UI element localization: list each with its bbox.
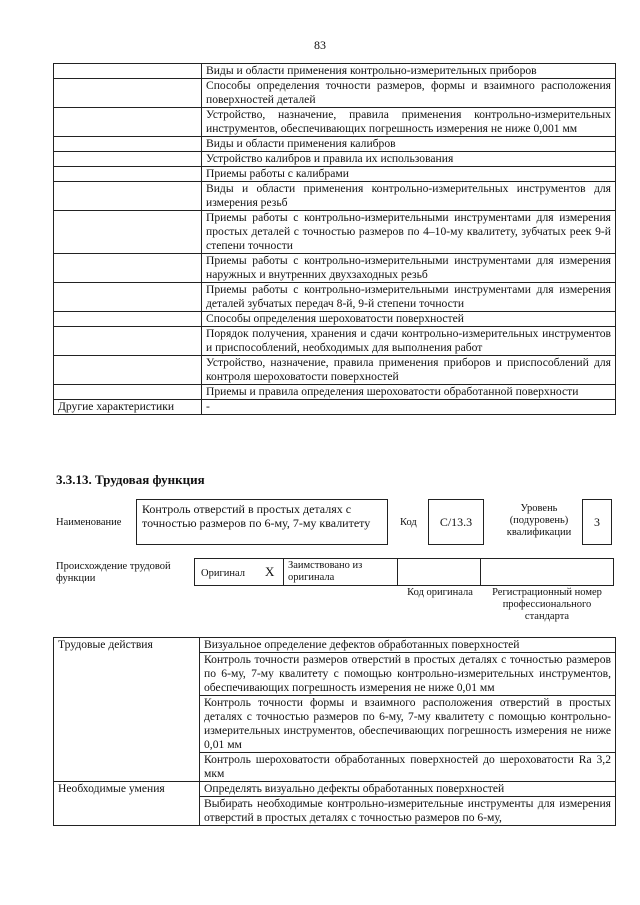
original-label: Оригинал — [201, 568, 245, 579]
table-row — [54, 167, 616, 182]
page-number: 83 — [314, 38, 326, 52]
row-label — [54, 64, 202, 79]
group-label: Трудовые действия — [54, 638, 200, 782]
row-text: Определять визуально дефекты обработанных поверхностей — [200, 782, 616, 797]
reg-number-label: Регистрационный номер профессионального стандарта — [492, 587, 602, 622]
original-cell — [194, 558, 284, 586]
row-text: Приемы и правила определения шероховатости обработанной поверхности — [202, 385, 616, 400]
row-text: Контроль точности размеров отверстий в простых деталях с точностью размеров по 6-му, 7-му квалитету с помощью контрольно-измерительных инструментов, обеспечивающих погрешность измерения не ниже 0,01 мм — [200, 653, 616, 696]
original-mark: X — [265, 564, 275, 579]
table-row — [54, 152, 616, 167]
labor-actions-table — [53, 637, 616, 826]
table-row — [54, 137, 616, 152]
level-value-box: 3 — [582, 499, 612, 545]
row-text: Приемы работы с контрольно-измерительными инструментами для измерения наружных и внутренних двухзаходных резьб — [202, 254, 616, 283]
row-label — [54, 312, 202, 327]
table-row — [54, 254, 616, 283]
reg-number-box — [480, 558, 614, 586]
table-row — [54, 182, 616, 211]
group-label: Необходимые умения — [54, 782, 200, 826]
row-label — [54, 283, 202, 312]
row-text: Устройство, назначение, правила применения приборов и приспособлений для контроля шероховатости поверхностей — [202, 356, 616, 385]
table-row — [54, 108, 616, 137]
row-text: Способы определения шероховатости поверхностей — [202, 312, 616, 327]
table-row — [54, 327, 616, 356]
table-row — [54, 782, 616, 797]
row-label — [54, 327, 202, 356]
row-text: Приемы работы с контрольно-измерительными инструментами для измерения деталей зубчатых передач 8-й, 9-й степени точности — [202, 283, 616, 312]
row-label — [54, 152, 202, 167]
row-text: Устройство калибров и правила их использования — [202, 152, 616, 167]
name-label: Наименование — [56, 517, 122, 528]
row-text: Виды и области применения контрольно-измерительных инструментов для измерения резьб — [202, 182, 616, 211]
table-row — [54, 312, 616, 327]
row-label — [54, 79, 202, 108]
row-label — [54, 356, 202, 385]
code-label: Код — [400, 517, 417, 528]
name-value-box: Контроль отверстий в простых деталях с точностью размеров по 6-му, 7-му квалитету — [136, 499, 388, 545]
knowledge-table — [53, 63, 616, 415]
row-label — [54, 167, 202, 182]
code-value-box: C/13.3 — [428, 499, 484, 545]
row-text: Способы определения точности размеров, формы и взаимного расположения поверхностей деталей — [202, 79, 616, 108]
row-text: Приемы работы с контрольно-измерительными инструментами для измерения простых деталей с точностью размеров по 4–10-му квалитету, зубчатых реек 9-й степени точности — [202, 211, 616, 254]
table-row — [54, 64, 616, 79]
table-row — [54, 385, 616, 400]
row-label — [54, 211, 202, 254]
row-text: Приемы работы с калибрами — [202, 167, 616, 182]
code-original-box — [397, 558, 481, 586]
section-title: 3.3.13. Трудовая функция — [56, 472, 205, 487]
row-text: Устройство, назначение, правила применения контрольно-измерительных инструментов, обеспечивающих погрешность измерения не ниже 0,001 мм — [202, 108, 616, 137]
code-original-label: Код оригинала — [407, 587, 473, 598]
table-row — [54, 356, 616, 385]
row-text: Контроль точности формы и взаимного расположения отверстий в простых деталях с точностью размеров по 6-му, 7-му квалитету с помощью контрольно-измерительных инструментов, обеспечивающих погрешность измерения не ниже 0,01 мм — [200, 696, 616, 753]
row-text: Виды и области применения контрольно-измерительных приборов — [202, 64, 616, 79]
row-text: Визуальное определение дефектов обработанных поверхностей — [200, 638, 616, 653]
table-row — [54, 79, 616, 108]
row-label — [54, 182, 202, 211]
row-label: Другие характеристики — [54, 400, 202, 415]
row-label — [54, 254, 202, 283]
table-row — [54, 638, 616, 653]
row-text: - — [202, 400, 616, 415]
level-label: Уровень (подуровень) квалификации — [506, 503, 572, 538]
row-label — [54, 137, 202, 152]
borrowed-cell: Заимствовано из оригинала — [283, 558, 398, 586]
row-text: Контроль шероховатости обработанных поверхностей до шероховатости Ra 3,2 мкм — [200, 753, 616, 782]
row-text: Порядок получения, хранения и сдачи контрольно-измерительных инструментов и приспособлений, необходимых для выполнения работ — [202, 327, 616, 356]
row-label — [54, 385, 202, 400]
row-label — [54, 108, 202, 137]
row-text: Виды и области применения калибров — [202, 137, 616, 152]
table-row — [54, 283, 616, 312]
origin-label: Происхождение трудовой функции — [56, 561, 171, 584]
table-row — [54, 400, 616, 415]
table-row — [54, 211, 616, 254]
row-text: Выбирать необходимые контрольно-измерительные инструменты для измерения отверстий в простых деталях с точностью размеров по 6-му, — [200, 797, 616, 826]
